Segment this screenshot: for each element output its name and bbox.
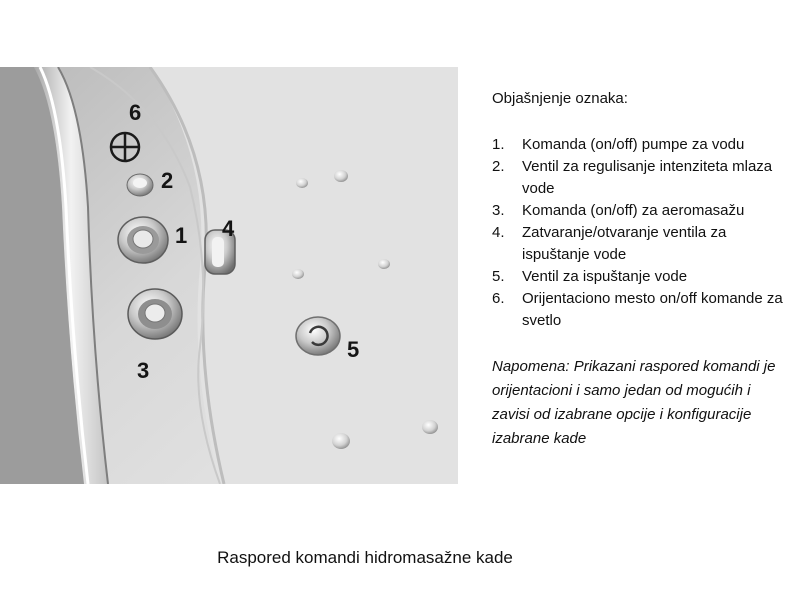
air-massage-switch [128, 289, 182, 339]
legend-list [492, 134, 792, 332]
jet-intensity-valve [127, 174, 153, 196]
legend-title: Objašnjenje oznaka: [492, 90, 628, 107]
legend-item-number: 3. [492, 202, 505, 219]
callout-6: 6 [129, 100, 142, 125]
legend-item-text: Orijentaciono mesto on/off komande za svetlo [522, 290, 783, 329]
legend-item [492, 222, 792, 266]
legend-item [492, 156, 792, 200]
legend-item-number: 1. [492, 136, 505, 153]
water-pump-switch [118, 217, 168, 263]
drain-outlet [296, 317, 340, 355]
legend-item-number: 6. [492, 290, 505, 307]
legend-item [492, 134, 792, 156]
legend-item-text: Komanda (on/off) pumpe za vodu [522, 136, 745, 153]
callout-3: 3 [137, 358, 150, 383]
legend-item-text: Komanda (on/off) za aeromasažu [522, 202, 745, 219]
figure-caption: Raspored komandi hidromasažne kade [217, 548, 513, 567]
legend-item-number: 2. [492, 158, 505, 175]
note: Napomena: Prikazani raspored komandi je orijentacioni i samo jedan od mogućih i zavisi od izabrane opcije i konfiguracije izabrane kade [492, 358, 776, 447]
callout-1: 1 [175, 223, 188, 248]
callout-2: 2 [161, 168, 174, 193]
legend-item [492, 266, 792, 288]
legend-item-text: Ventil za ispuštanje vode [522, 268, 688, 285]
legend-item [492, 200, 792, 222]
legend-item [492, 288, 792, 332]
callout-4: 4 [222, 216, 235, 241]
bathtub-illustration [0, 67, 458, 484]
callout-5: 5 [347, 337, 360, 362]
legend-item-text: Ventil za regulisanje intenziteta mlaza vode [522, 158, 773, 197]
light-switch-symbol [111, 133, 139, 161]
bathtub-photo [0, 67, 458, 484]
legend-item-text: Zatvaranje/otvaranje ventila za ispuštanje vode [522, 224, 727, 263]
legend-item-number: 5. [492, 268, 505, 285]
legend-item-number: 4. [492, 224, 505, 241]
